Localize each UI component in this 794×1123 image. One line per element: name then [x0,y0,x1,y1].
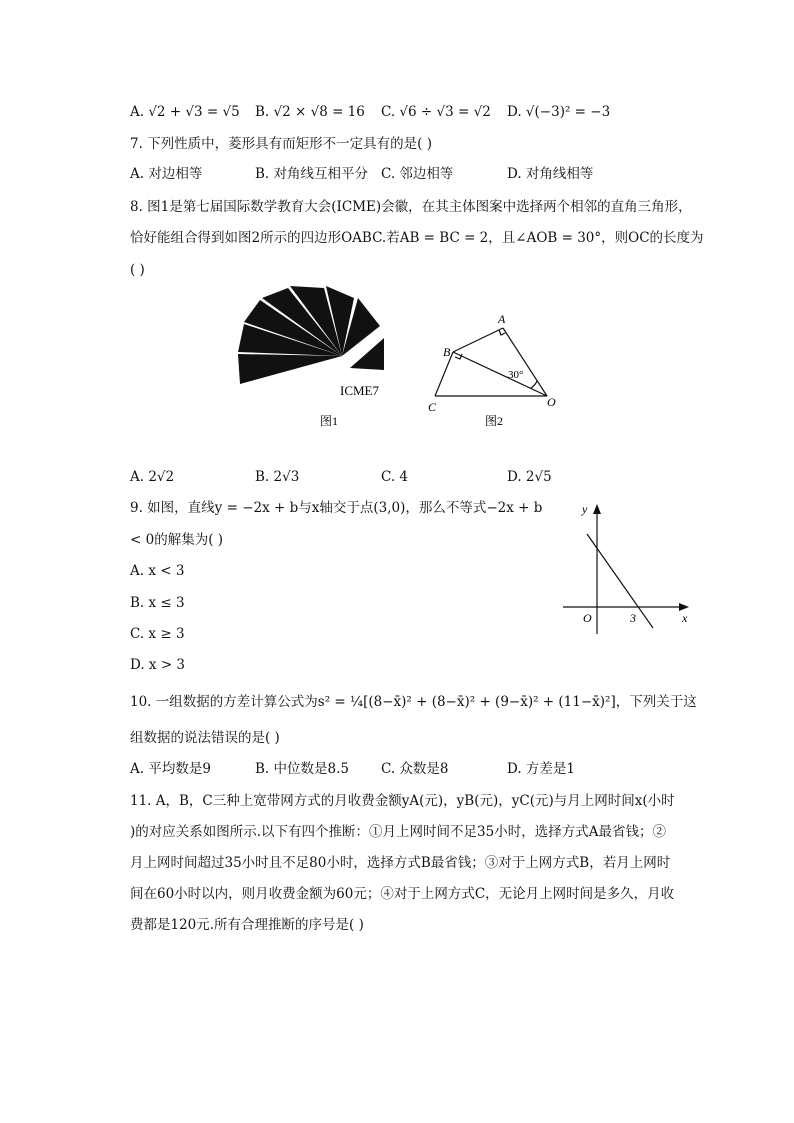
q10-stem-line1: 10. 一组数据的方差计算公式为s² = ¼[(8−x̄)² + (8−x̄)² + (9−x̄)² + (11−x̄)²]，下列关于这 [130,694,697,710]
q7-option-c: C. 邻边相等 [381,166,454,182]
q9-stem-line1: 9. 如图，直线y = −2x + b与x轴交于点(3,0)，那么不等式−2x + b [130,500,543,516]
q11-line4: 间在60小时以内，则月收费金额为60元；④对于上网方式C，无论月上网时间是多久，月收 [130,886,675,902]
q7-option-d: D. 对角线相等 [507,166,594,182]
figure-2-quadrilateral [425,308,565,433]
figure-1-icme-emblem [230,282,400,432]
q11-line3: 月上网时间超过35小时且不足80小时，选择方式B最省钱；③对于上网方式B，若月上网时 [130,855,671,871]
q9-option-a: A. x < 3 [130,563,185,579]
q9-option-b: B. x ≤ 3 [130,595,185,611]
q11-line1: 11. A，B，C三种上宽带网方式的月收费金额yA(元)，yB(元)，yC(元)与月上网时间x(小时 [130,793,675,809]
q8-option-d: D. 2√5 [507,469,552,485]
figure-2-label: 图2 [485,414,504,428]
q8-stem-line3: ( ) [130,262,145,278]
q10-option-a: A. 平均数是9 [130,761,211,777]
q11-line2: )的对应关系如图所示.以下有四个推断：①月上网时间不足35小时，选择方式A最省钱；② [130,824,666,840]
q6-option-d: D. √(−3)² = −3 [507,104,611,120]
q9-graph [555,498,700,638]
figure-1-caption: ICME7 [340,383,379,398]
q7-option-a: A. 对边相等 [130,166,203,182]
q7-option-b: B. 对角线互相平分 [255,166,369,182]
point-b-label: B [443,345,451,359]
y-axis-label: y [582,502,588,516]
q8-stem-line1: 8. 图1是第七届国际数学教育大会(ICME)会徽，在其主体图案中选择两个相邻的直角三角形， [130,199,692,215]
q7-stem: 7. 下列性质中，菱形具有而矩形不一定具有的是( ) [130,136,432,152]
q9-option-c: C. x ≥ 3 [130,626,185,642]
q11-line5: 费都是120元.所有合理推断的序号是( ) [130,917,364,933]
q9-option-d: D. x > 3 [130,657,186,673]
q6-option-a: A. √2 + √3 = √5 [130,104,240,120]
point-o-label: O [547,395,556,409]
x-intercept-label: 3 [630,611,636,625]
q10-option-b: B. 中位数是8.5 [255,761,349,777]
origin-label: O [583,611,592,625]
figure-1-label: 图1 [320,414,339,428]
q8-option-a: A. 2√2 [130,469,175,485]
q9-stem-line2: < 0的解集为( ) [130,532,224,548]
q6-option-c: C. √6 ÷ √3 = √2 [381,104,491,120]
q6-option-b: B. √2 × √8 = 16 [255,104,365,120]
point-c-label: C [428,400,437,414]
point-a-label: A [498,312,506,326]
q8-stem-line2: 恰好能组合得到如图2所示的四边形OABC.若AB = BC = 2，且∠AOB = 30°，则OC的长度为 [130,230,704,246]
q10-option-d: D. 方差是1 [507,761,576,777]
q8-option-c: C. 4 [381,469,409,485]
q8-option-b: B. 2√3 [255,469,300,485]
q10-option-c: C. 众数是8 [381,761,449,777]
q10-stem-line2: 组数据的说法错误的是( ) [130,730,280,746]
x-axis-label: x [682,611,688,625]
angle-label: 30° [508,369,524,381]
